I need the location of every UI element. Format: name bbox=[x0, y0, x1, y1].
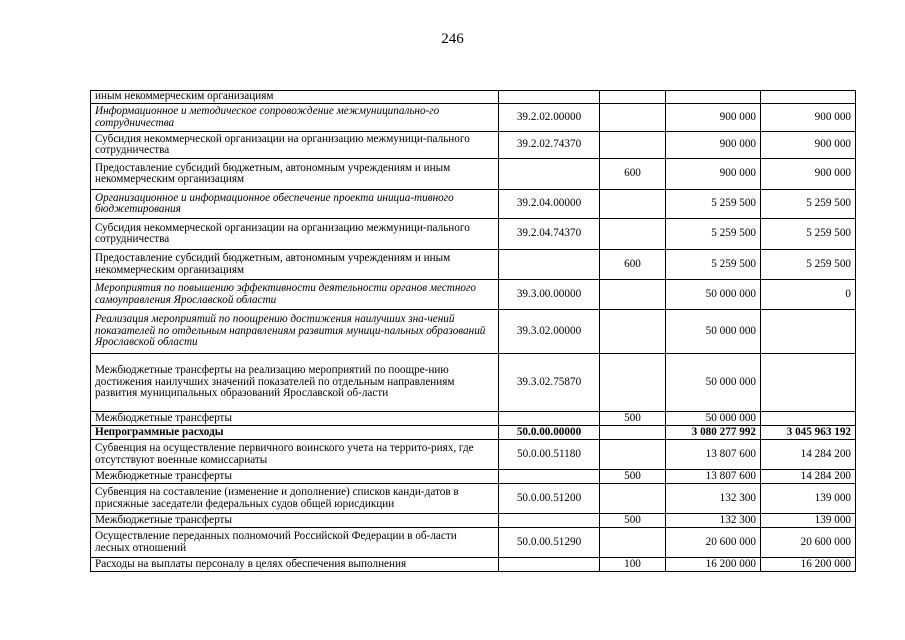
table-row bbox=[91, 219, 856, 250]
row-code-cell bbox=[499, 250, 600, 280]
row-amount-year1-cell: 132 300 bbox=[666, 484, 761, 514]
row-amount-year1-cell: 5 259 500 bbox=[666, 250, 761, 280]
row-code-cell: 39.2.02.00000 bbox=[499, 104, 600, 132]
row-name-cell: Предоставление субсидий бюджетным, автономным учреждениям и иным некоммерческим организациям bbox=[91, 250, 499, 280]
row-expense-type-cell: 500 bbox=[600, 514, 666, 528]
row-expense-type-cell: 600 bbox=[600, 159, 666, 190]
row-name-cell: Субвенция на составление (изменение и дополнение) списков канди-датов в присяжные заседатели федеральных судов общей юрисдикции bbox=[91, 484, 499, 514]
row-amount-year1-cell: 900 000 bbox=[666, 159, 761, 190]
row-name-cell: иным некоммерческим организациям bbox=[91, 91, 499, 104]
row-amount-year2-cell: 14 284 200 bbox=[761, 470, 856, 484]
row-name-cell: Субсидия некоммерческой организации на организацию межмуници-пального сотрудничества bbox=[91, 132, 499, 159]
row-expense-type-cell bbox=[600, 484, 666, 514]
row-code-cell bbox=[499, 470, 600, 484]
row-amount-year1-cell: 5 259 500 bbox=[666, 190, 761, 219]
budget-table-body bbox=[91, 91, 856, 572]
row-name-cell: Непрограммные расходы bbox=[91, 426, 499, 440]
row-name-cell: Межбюджетные трансферты на реализацию мероприятий по поощре-нию достижения наилучших значений показателей по отдельным направлениям развития муниципальных образований Ярославской об-ласти bbox=[91, 354, 499, 412]
row-expense-type-cell bbox=[600, 104, 666, 132]
row-amount-year2-cell bbox=[761, 354, 856, 412]
table-row bbox=[91, 354, 856, 412]
row-amount-year2-cell: 5 259 500 bbox=[761, 250, 856, 280]
row-name-cell: Осуществление переданных полномочий Российской Федерации в об-ласти лесных отношений bbox=[91, 528, 499, 558]
row-name-cell: Межбюджетные трансферты bbox=[91, 470, 499, 484]
table-row bbox=[91, 190, 856, 219]
row-amount-year1-cell: 3 080 277 992 bbox=[666, 426, 761, 440]
budget-table bbox=[90, 90, 856, 572]
table-row bbox=[91, 470, 856, 484]
row-name-cell: Реализация мероприятий по поощрению достижения наилучших зна-чений показателей по отдельным направлениям развития муници-пальных образований Ярославской области bbox=[91, 310, 499, 354]
row-code-cell: 39.3.02.75870 bbox=[499, 354, 600, 412]
table-row bbox=[91, 412, 856, 426]
row-amount-year1-cell: 900 000 bbox=[666, 104, 761, 132]
table-row bbox=[91, 280, 856, 310]
row-expense-type-cell bbox=[600, 91, 666, 104]
row-amount-year2-cell bbox=[761, 310, 856, 354]
row-amount-year2-cell: 139 000 bbox=[761, 484, 856, 514]
row-amount-year2-cell: 16 200 000 bbox=[761, 558, 856, 572]
row-expense-type-cell bbox=[600, 310, 666, 354]
row-name-cell: Информационное и методическое сопровождение межмуниципально-го сотрудничества bbox=[91, 104, 499, 132]
table-row bbox=[91, 104, 856, 132]
row-expense-type-cell bbox=[600, 354, 666, 412]
table-row bbox=[91, 440, 856, 470]
row-code-cell: 50.0.00.00000 bbox=[499, 426, 600, 440]
row-code-cell bbox=[499, 412, 600, 426]
row-code-cell: 39.2.04.00000 bbox=[499, 190, 600, 219]
row-expense-type-cell bbox=[600, 190, 666, 219]
page-number: 246 bbox=[441, 31, 464, 47]
row-code-cell: 50.0.00.51290 bbox=[499, 528, 600, 558]
table-row bbox=[91, 514, 856, 528]
table-row bbox=[91, 558, 856, 572]
row-amount-year2-cell: 14 284 200 bbox=[761, 440, 856, 470]
row-code-cell: 39.2.04.74370 bbox=[499, 219, 600, 250]
row-name-cell: Мероприятия по повышению эффективности деятельности органов местного самоуправления Ярославской области bbox=[91, 280, 499, 310]
row-amount-year1-cell: 132 300 bbox=[666, 514, 761, 528]
row-code-cell: 50.0.00.51180 bbox=[499, 440, 600, 470]
row-amount-year2-cell bbox=[761, 412, 856, 426]
table-row bbox=[91, 310, 856, 354]
row-name-cell: Расходы на выплаты персоналу в целях обеспечения выполнения bbox=[91, 558, 499, 572]
row-code-cell: 39.2.02.74370 bbox=[499, 132, 600, 159]
table-row bbox=[91, 426, 856, 440]
row-amount-year1-cell: 5 259 500 bbox=[666, 219, 761, 250]
row-name-cell: Субсидия некоммерческой организации на организацию межмуници-пального сотрудничества bbox=[91, 219, 499, 250]
row-amount-year2-cell: 900 000 bbox=[761, 132, 856, 159]
row-expense-type-cell: 500 bbox=[600, 412, 666, 426]
row-amount-year1-cell: 13 807 600 bbox=[666, 440, 761, 470]
row-amount-year1-cell: 50 000 000 bbox=[666, 354, 761, 412]
row-name-cell: Организационное и информационное обеспечение проекта инициа-тивного бюджетирования bbox=[91, 190, 499, 219]
row-expense-type-cell bbox=[600, 528, 666, 558]
row-amount-year1-cell: 50 000 000 bbox=[666, 310, 761, 354]
row-amount-year1-cell: 50 000 000 bbox=[666, 412, 761, 426]
row-amount-year2-cell: 5 259 500 bbox=[761, 219, 856, 250]
row-amount-year2-cell: 139 000 bbox=[761, 514, 856, 528]
row-amount-year1-cell bbox=[666, 91, 761, 104]
row-amount-year1-cell: 50 000 000 bbox=[666, 280, 761, 310]
table-row bbox=[91, 528, 856, 558]
table-row bbox=[91, 159, 856, 190]
row-expense-type-cell: 100 bbox=[600, 558, 666, 572]
row-code-cell bbox=[499, 91, 600, 104]
row-code-cell bbox=[499, 159, 600, 190]
row-code-cell: 50.0.00.51200 bbox=[499, 484, 600, 514]
row-expense-type-cell bbox=[600, 440, 666, 470]
row-amount-year2-cell: 5 259 500 bbox=[761, 190, 856, 219]
row-name-cell: Межбюджетные трансферты bbox=[91, 412, 499, 426]
row-expense-type-cell: 600 bbox=[600, 250, 666, 280]
row-amount-year2-cell bbox=[761, 91, 856, 104]
row-amount-year1-cell: 900 000 bbox=[666, 132, 761, 159]
row-amount-year2-cell: 20 600 000 bbox=[761, 528, 856, 558]
row-name-cell: Субвенция на осуществление первичного воинского учета на террито-риях, где отсутствуют военные комиссариаты bbox=[91, 440, 499, 470]
table-row bbox=[91, 250, 856, 280]
row-amount-year2-cell: 900 000 bbox=[761, 104, 856, 132]
row-expense-type-cell bbox=[600, 426, 666, 440]
row-code-cell: 39.3.02.00000 bbox=[499, 310, 600, 354]
row-amount-year1-cell: 20 600 000 bbox=[666, 528, 761, 558]
row-expense-type-cell bbox=[600, 132, 666, 159]
row-expense-type-cell: 500 bbox=[600, 470, 666, 484]
row-amount-year1-cell: 16 200 000 bbox=[666, 558, 761, 572]
row-code-cell bbox=[499, 514, 600, 528]
table-row bbox=[91, 91, 856, 104]
table-row bbox=[91, 484, 856, 514]
row-expense-type-cell bbox=[600, 280, 666, 310]
row-amount-year2-cell: 3 045 963 192 bbox=[761, 426, 856, 440]
row-name-cell: Предоставление субсидий бюджетным, автономным учреждениям и иным некоммерческим организациям bbox=[91, 159, 499, 190]
row-amount-year1-cell: 13 807 600 bbox=[666, 470, 761, 484]
row-expense-type-cell bbox=[600, 219, 666, 250]
row-amount-year2-cell: 900 000 bbox=[761, 159, 856, 190]
row-amount-year2-cell: 0 bbox=[761, 280, 856, 310]
row-code-cell: 39.3.00.00000 bbox=[499, 280, 600, 310]
row-name-cell: Межбюджетные трансферты bbox=[91, 514, 499, 528]
row-code-cell bbox=[499, 558, 600, 572]
table-row bbox=[91, 132, 856, 159]
